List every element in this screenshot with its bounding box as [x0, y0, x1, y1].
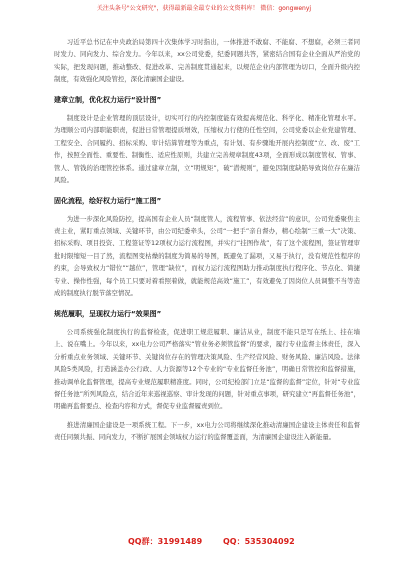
section-paragraph: 为进一步深化风险防控，提高国有企业人员“制度管人，流程管事、依法经营”的意识，公司党委聚焦主责主业，紧盯重点领域、关键环节，由公司纪委牵头，公司“一把手”亲自督办，精心绘制“三重一大”决策、招标采购、项目投资、工程签证等12项权力运行流程图，并实行“挂图作战”，有了这个流程图，签证管理审批时限缩短一目了然，流程图变枯燥的制度为简易的导图，既避免了漏项，又易于执行，没有规范性程序的约束，会导致权力“错位”“越位”，管理“缺位”，而权力运行流程图助力推动制度执行程序化、节点化、简捷专业、操作性强，每个员工只要对着看照着做，就能规范高效“施工”，有效避免了因岗位人员调整不当等造成的制度执行脱节落空情况。: [54, 214, 360, 298]
section-paragraph: 制度设计是企业管理的顶层设计，切实可行的内控制度能有效提高规范化、科学化、精准化管理水平。为理顺公司内部职能职责，促进日常管理提质增效，压缩权力行使的任性空间，公司党委以企业党建管理、工程安全、合同履约、招标采购、审计结算管理等为重点，有计划、有步骤地开展内控制度“立、改、废”工作，按照全面性、重要性、制衡性、适应性原则，共建立完善规章制度43项，全面形成以制度管权、管事、管人、管钱的治理管控体系。通过建章立制，立“明规矩”，破“潜规则”，避免因制度缺陷导致岗位存在廉洁风险。: [54, 113, 360, 185]
section-heading: 固化流程，绘好权力运行“施工图”: [54, 196, 162, 205]
section-heading: 规范履职，呈现权力运行“效果图”: [54, 309, 162, 318]
section-heading: 建章立制，优化权力运行“设计图”: [54, 95, 162, 104]
promo-banner: 关注头条号"公文研究"，获得最新最全最专业的公文资料库！ 微信：gongwenyj: [96, 5, 312, 12]
qq-group-number: QQ群：31991489: [128, 537, 203, 546]
qq-number: QQ：535304092: [223, 537, 295, 546]
section-paragraph: 公司系统强化制度执行的监督检查，促进职工规范履职、廉洁从业，制度不能只是写在纸上、挂在墙上、说在嘴上。今年以来，xx电力公司严格落实“管业务必须管监督”的要求，履行专业监督主体责任，深入分析重点业务领域、关键环节、关键岗位存在的管理决策风险、生产经营风险、财务风险、廉洁风险。法律风险5类风险，打造涵盖办公行政、人力资源等12个专业的“专业监督任务池”，明确日常管控和监督措施，推动调单化监督管理，提高专业规范履职精准度。同时，公司纪检部门立足“监督的监督”定位，针对“专业监督任务池”所列风险点，结合近年来巡视巡察、审计发现的问题，针对重点事项，研究建立“再监督任务池”，明确再监督要点、检查内容和方式，督促专业监督履责到位。: [54, 327, 360, 411]
closing-paragraph: 推进清廉国企建设是一项系统工程。下一步，xx电力公司将继续深化推动清廉国企建设主体责任和监督责任同频共振、同向发力，不断扩展国企领域权力运行的监督覆盖面，为清廉国企建设注入新能量。: [54, 420, 360, 442]
intro-paragraph: 习近平总书记在中央政治局第四十次集体学习时指出，一体推进不敢腐、不能腐、不想腐，必须三者同时发力、同向发力、综合发力。今年以来，xx公司党委，纪委同题共答，紧密结合国有企业全面从严治党的实际，把发现问题，推动整改、促进改革、完善制度贯通起来，以规范企业内部管理为切口，全面升级内控制度，有效强化风险管控，深化清廉国企建设。: [54, 38, 360, 84]
article-body: [54, 36, 360, 444]
